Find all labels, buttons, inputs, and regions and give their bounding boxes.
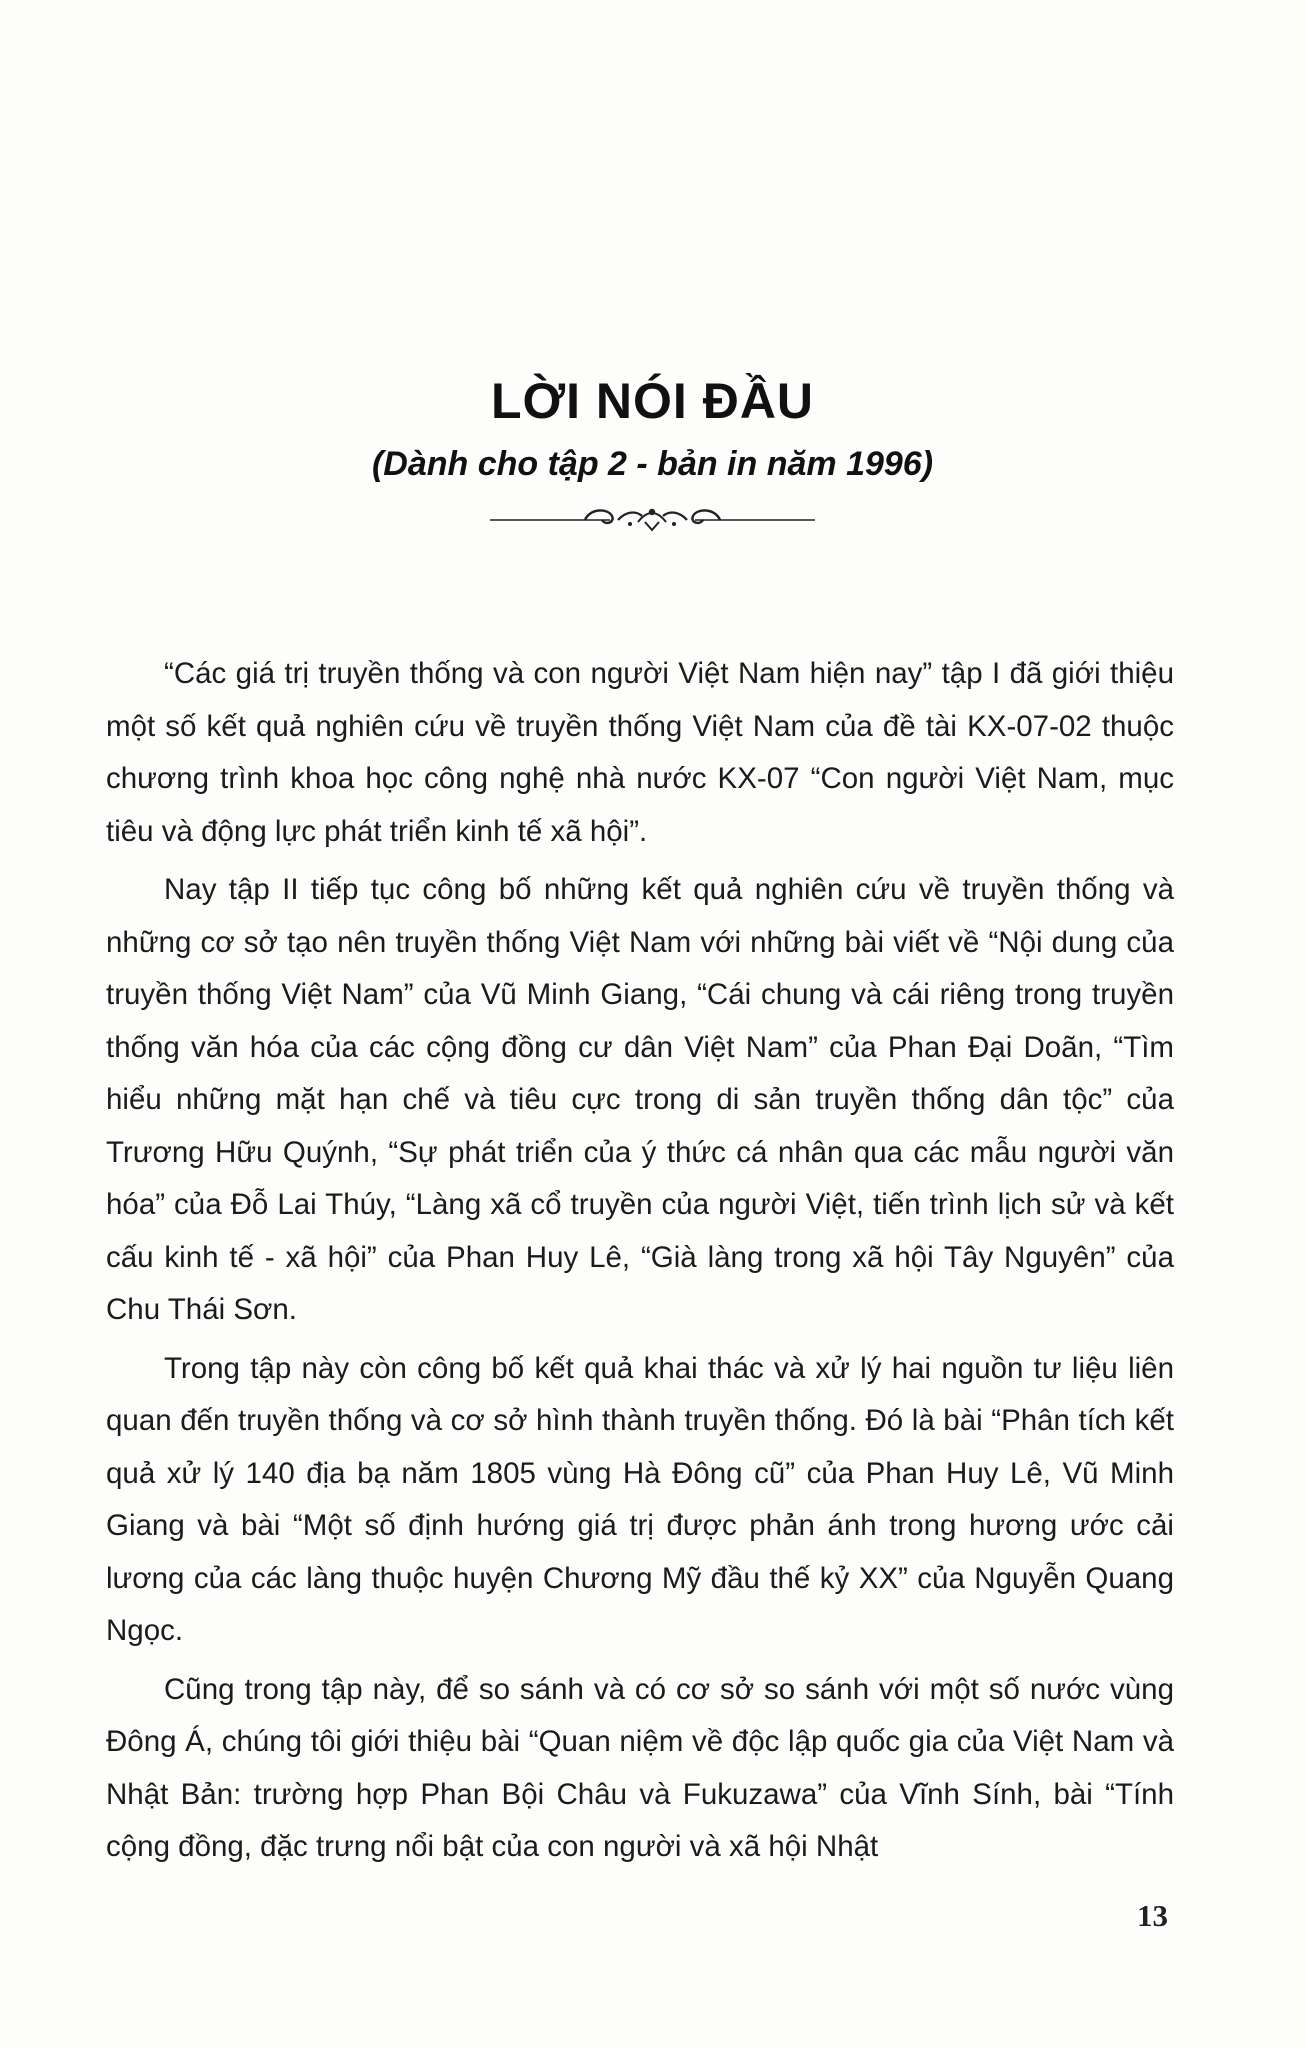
paragraph: Cũng trong tập này, để so sánh và có cơ sở so sánh với một số nước vùng Đông Á, chúng tôi giới thiệu bài “Quan niệm về độc lập quốc gia của Việt Nam và Nhật Bản: trường hợp Phan Bội Châu và Fukuzawa” của Vĩnh Sính, bài “Tính cộng đồng, đặc trưng nổi bật của con người và xã hội Nhật <box>106 1672 1174 1863</box>
paragraph: Trong tập này còn công bố kết quả khai thác và xử lý hai nguồn tư liệu liên quan đến truyền thống và cơ sở hình thành truyền thống. Đó là bài “Phân tích kết quả xử lý 140 địa bạ năm 1805 vùng Hà Đông cũ” của Phan Huy Lê, Vũ Minh Giang và bài “Một số định hướng giá trị được phản ánh trong hương ước cải lương của các làng thuộc huyện Chương Mỹ đầu thế kỷ XX” của Nguyễn Quang Ngọc. <box>106 1351 1174 1647</box>
paragraph: Nay tập II tiếp tục công bố những kết quả nghiên cứu về truyền thống và những cơ sở tạo nên truyền thống Việt Nam với những bài viết về “Nội dung của truyền thống Việt Nam” của Vũ Minh Giang, “Cái chung và cái riêng trong truyền thống văn hóa của các cộng đồng cư dân Việt Nam” của Phan Đại Doãn, “Tìm hiểu những mặt hạn chế và tiêu cực trong di sản truyền thống dân tộc” của Trương Hữu Quýnh, “Sự phát triển của ý thức cá nhân qua các mẫu người văn hóa” của Đỗ Lai Thúy, “Làng xã cổ truyền của người Việt, tiến trình lịch sử và kết cấu kinh tế - xã hội” của Phan Huy Lê, “Già làng trong xã hội Tây Nguyên” của Chu Thái Sơn. <box>106 873 1174 1326</box>
paragraph: “Các giá trị truyền thống và con người Việt Nam hiện nay” tập I đã giới thiệu một số kết quả nghiên cứu về truyền thống Việt Nam của đề tài KX-07-02 thuộc chương trình khoa học công nghệ nhà nước KX-07 “Con người Việt Nam, mục tiêu và động lực phát triển kinh tế xã hội”. <box>106 657 1174 848</box>
page-title: LỜI NÓI ĐẦU <box>490 373 815 429</box>
body-text <box>106 648 1174 1880</box>
page-number: 13 <box>1137 1898 1168 1933</box>
page-subtitle: (Dành cho tập 2 - bản in năm 1996) <box>371 445 934 483</box>
flourish-divider-icon <box>490 500 815 536</box>
